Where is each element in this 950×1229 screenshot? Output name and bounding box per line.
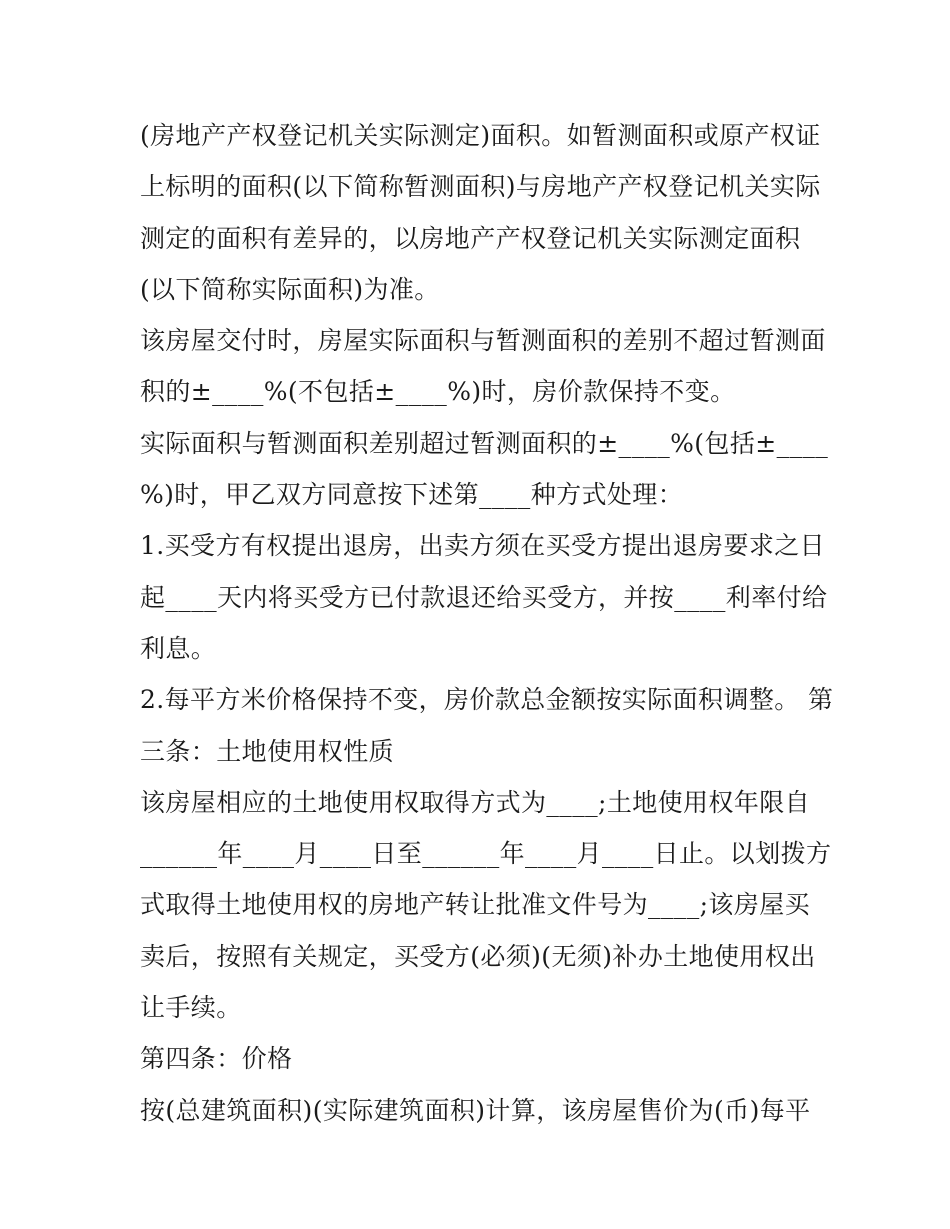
contract-text-body [140,110,834,1136]
text-line: 2.每平方米价格保持不变，房价款总金额按实际面积调整。 第 [140,685,834,715]
text-line: 式取得土地使用权的房地产转让批准文件号为____;该房屋买 [140,890,811,920]
text-line: (房地产产权登记机关实际测定)面积。如暂测面积或原产权证 [140,121,821,150]
text-line: 测定的面积有差异的，以房地产产权登记机关实际测定面积 [140,223,801,253]
text-line: 上标明的面积(以下简称暂测面积)与房地产产权登记机关实际 [140,172,821,202]
text-line: 让手续。 [140,993,242,1023]
text-line: 积的±____%(不包括±____%)时，房价款保持不变。 [140,377,736,407]
text-line: (以下简称实际面积)为准。 [140,274,440,304]
text-line: 该房屋相应的土地使用权取得方式为____;土地使用权年限自 [140,787,811,817]
section-heading-line: 第四条：价格 [140,1044,293,1074]
text-line: 实际面积与暂测面积差别超过暂测面积的±____%(包括±____ [140,428,829,458]
text-line: 该房屋交付时，房屋实际面积与暂测面积的差别不超过暂测面 [140,326,826,356]
text-line: 1.买受方有权提出退房，出卖方须在买受方提出退房要求之日 [140,531,826,561]
section-heading-line: 三条：土地使用权性质 [140,736,395,766]
text-line: 按(总建筑面积)(实际建筑面积)计算，该房屋售价为(币)每平 [140,1095,811,1125]
text-line: %)时，甲乙双方同意按下述第____种方式处理： [140,480,684,510]
text-line: ______年____月____日至______年____月____日止。以划拨方 [140,839,832,869]
text-line: 起____天内将买受方已付款退还给买受方，并按____利率付给 [140,582,828,612]
text-line: 利息。 [140,633,217,663]
text-line: 卖后，按照有关规定，买受方(必须)(无须)补办土地使用权出 [140,941,816,971]
